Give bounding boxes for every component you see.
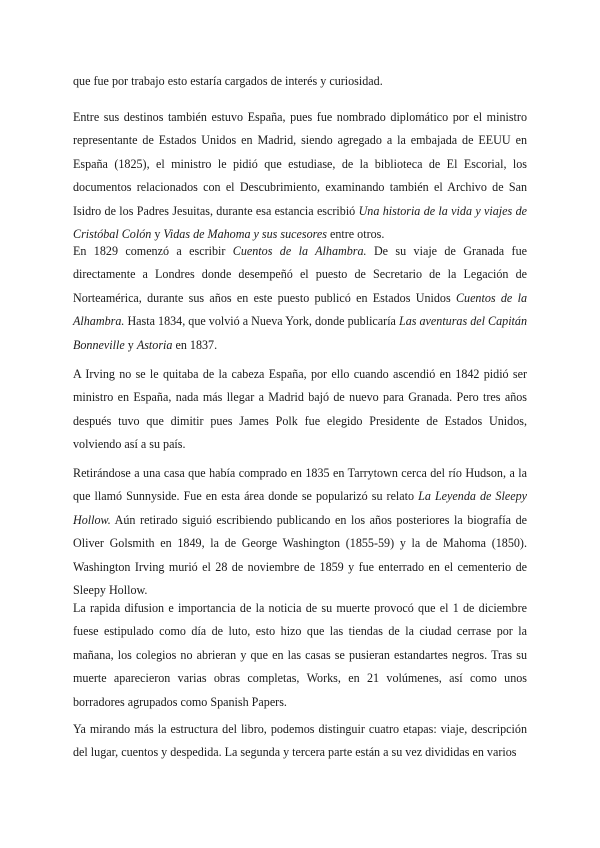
paragraph-2 [73,106,527,246]
paragraph-5 [73,462,527,602]
text-run: Aún retirado siguió escribiendo publicando en los años posteriores la biografía de Oliver Golsmith en 1849, la de George Washington (1855-59) y la de Mahoma (1850). Washington Irving murió el 28 de noviembre de 1859 y fue enterrado en el cementerio de Sleepy Hollow. [73,512,527,598]
italic-title: Astoria [136,337,173,352]
paragraph-6 [73,597,527,714]
italic-title: Vidas de Mahoma y sus sucesores [163,227,327,242]
italic-title: Las aventuras del Capitán Bonneville [73,314,528,352]
text-run: Entre sus destinos también estuvo España, pues fue nombrado diplomático por el ministro representante de Estados Unidos en Madrid, siendo agregado a la embajada de EEUU en España (1825), el ministro le pidió que estudiase, de la biblioteca de El Escorial, los documentos relacionados con el Descubrimiento, examinando también el Archivo de San Isidro de los Padres Jesuitas, durante esa estancia escribió [73,110,527,218]
text-run: A Irving no se le quitaba de la cabeza España, por ello cuando ascendió en 1842 pidió ser ministro en España, nada más llegar a Madrid bajó de nuevo para Granada. Pero tres años después tuvo que dimitir pues James Polk fue elegido Presidente de Estados Unidos, volviendo así a su país. [73,367,527,452]
paragraph-7 [73,718,527,765]
text-run: Hasta 1834, que volvió a Nueva York, donde publicaría [124,314,399,329]
text-run: entre otros. [326,227,385,242]
text-run: y [124,337,137,352]
italic-title: Cuentos de la Alhambra. [232,244,367,258]
text-run: Retirándose a una casa que había comprado en 1835 en Tarrytown cerca del río Hudson, a la que llamó Sunnyside. Fue en esta área donde se popularizó su relato [73,466,527,504]
text-run: en 1837. [172,337,218,352]
italic-title: La Leyenda de Sleepy Hollow. [73,489,527,527]
text-run: Ya mirando más la estructura del libro, podemos distinguir cuatro etapas: viaje, descripción del lugar, cuentos y despedida. La segunda y tercera parte están a su vez divididas en varios [73,722,527,760]
paragraph-4 [73,363,527,457]
text-run: De su viaje de Granada fue directamente a Londres donde desempeñó el puesto de Secretario de la Legación de Norteamérica, durante sus años en este puesto publicó en Estados Unidos [73,244,527,305]
text-run: y [151,227,164,242]
text-run: La rapida difusion e importancia de la noticia de su muerte provocó que el 1 de diciembre fuese estipulado como día de luto, esto hizo que las tiendas de la ciudad cerrase por la mañana, los colegios no abrieran y que en las casas se pusieran estandartes negros. Tras su muerte aparecieron varias obras completas, Works, en 21 volúmenes, así como unos borradores agrupados como Spanish Papers. [73,601,527,709]
paragraph-1 [73,70,527,93]
text-run: En 1829 comenzó a escribir [73,244,233,258]
paragraph-3 [73,240,527,357]
text-run: que fue por trabajo esto estaría cargados de interés y curiosidad. [73,74,383,88]
italic-title: Una historia de la vida y viajes de Cristóbal Colón [73,203,527,242]
italic-title: Cuentos de la Alhambra. [73,290,527,329]
